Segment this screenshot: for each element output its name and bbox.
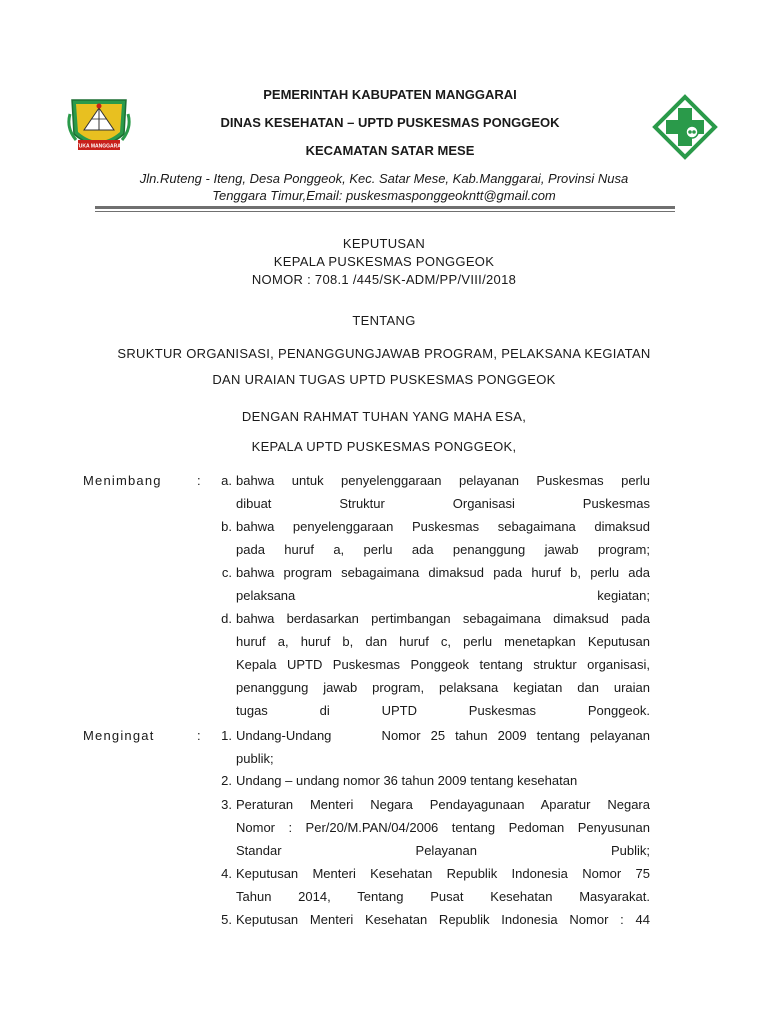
regency-crest-icon	[66, 94, 132, 158]
letterhead-district: KECAMATAN SATAR MESE	[305, 143, 475, 158]
mengingat-item-2	[236, 769, 650, 792]
list-item-line: bahwa berdasarkan pertimbangan sebagaimana dimaksud pada	[236, 611, 650, 626]
letterhead-agency: DINAS KESEHATAN – UPTD PUSKESMAS PONGGEOK	[220, 115, 560, 130]
crest-motto-text: TUKA MANGGARAI	[75, 143, 123, 150]
list-item-line: pada huruf a, perlu ada penanggung jawab program;	[236, 542, 650, 557]
mengingat-colon: :	[197, 728, 201, 743]
mengingat-item-4	[236, 862, 650, 908]
list-item-line: pelaksana kegiatan;	[236, 588, 650, 603]
decree-invocation: DENGAN RAHMAT TUHAN YANG MAHA ESA,	[241, 409, 527, 424]
menimbang-colon: :	[197, 473, 201, 488]
mengingat-label: Mengingat	[83, 728, 155, 743]
list-item-line: Keputusan Menteri Kesehatan Republik Indonesia Nomor : 44	[236, 912, 650, 927]
list-item-line: Undang – undang nomor 36 tahun 2009 tentang kesehatan	[236, 773, 578, 788]
mengingat-item-3	[236, 793, 650, 862]
list-item-line: Keputusan Menteri Kesehatan Republik Indonesia Nomor 75	[236, 866, 650, 881]
letterhead-address-line2: Tenggara Timur,Email: puskesmasponggeokntt@gmail.com	[212, 188, 556, 203]
mengingat-item-1	[236, 724, 650, 770]
letterhead-address-line1: Jln.Ruteng - Iteng, Desa Ponggeok, Kec. Satar Mese, Kab.Manggarai, Provinsi Nusa	[139, 171, 629, 186]
menimbang-item-a	[236, 469, 650, 515]
list-item-line: bahwa program sebagaimana dimaksud pada huruf b, perlu ada	[236, 565, 650, 580]
list-item-line: bahwa penyelenggaraan Puskesmas sebagaimana dimaksud	[236, 519, 650, 534]
decree-heading: KEPUTUSAN	[342, 236, 426, 251]
list-item-line: publik;	[236, 751, 274, 766]
decree-issuer: KEPALA PUSKESMAS PONGGEOK	[273, 254, 495, 269]
menimbang-marker-d: d.	[221, 611, 232, 626]
menimbang-marker-c: c.	[221, 565, 232, 580]
mengingat-marker-1: 1.	[221, 728, 232, 743]
decree-authority: KEPALA UPTD PUSKESMAS PONGGEOK,	[251, 439, 517, 454]
menimbang-item-c	[236, 561, 650, 607]
decree-about: TENTANG	[352, 313, 416, 328]
menimbang-label: Menimbang	[83, 473, 162, 488]
list-item-line: Standar Pelayanan Publik;	[236, 843, 650, 858]
menimbang-marker-b: b.	[221, 519, 232, 534]
list-item-line: Tahun 2014, Tentang Pusat Kesehatan Masyarakat.	[236, 889, 650, 904]
list-item-line: tugas di UPTD Puskesmas Ponggeok.	[236, 703, 650, 718]
list-item-line: Nomor : Per/20/M.PAN/04/2006 tentang Pedoman Penyusunan	[236, 820, 650, 835]
list-item-line: Undang-Undang Nomor 25 tahun 2009 tentang pelayanan	[236, 728, 650, 743]
menimbang-marker-a: a.	[221, 473, 232, 488]
list-item-line: huruf a, huruf b, dan huruf c, perlu menetapkan Keputusan	[236, 634, 650, 649]
letterhead-divider-thin	[95, 211, 675, 212]
decree-subject-line1: SRUKTUR ORGANISASI, PENANGGUNGJAWAB PROGRAM, PELAKSANA KEGIATAN	[117, 346, 651, 361]
letterhead-divider-thick	[95, 206, 675, 209]
mengingat-marker-5: 5.	[221, 912, 232, 927]
list-item-line: bahwa untuk penyelenggaraan pelayanan Puskesmas perlu	[236, 473, 650, 488]
mengingat-marker-3: 3.	[221, 797, 232, 812]
menimbang-item-b	[236, 515, 650, 561]
mengingat-marker-2: 2.	[221, 773, 232, 788]
letterhead-government: PEMERINTAH KABUPATEN MANGGARAI	[263, 87, 517, 102]
list-item-line: penanggung jawab program, pelaksana kegiatan dan uraian	[236, 680, 650, 695]
decree-number: NOMOR : 708.1 /445/SK-ADM/PP/VIII/2018	[251, 272, 517, 287]
decree-subject-line2: DAN URAIAN TUGAS UPTD PUSKESMAS PONGGEOK	[212, 372, 556, 387]
list-item-line: dibuat Struktur Organisasi Puskesmas	[236, 496, 650, 511]
mengingat-item-5	[236, 908, 650, 931]
list-item-line: Peraturan Menteri Negara Pendayagunaan Aparatur Negara	[236, 797, 650, 812]
puskesmas-cross-icon	[652, 94, 718, 160]
mengingat-marker-4: 4.	[221, 866, 232, 881]
list-item-line: Kepala UPTD Puskesmas Ponggeok tentang struktur organisasi,	[236, 657, 650, 672]
menimbang-item-d	[236, 607, 650, 722]
